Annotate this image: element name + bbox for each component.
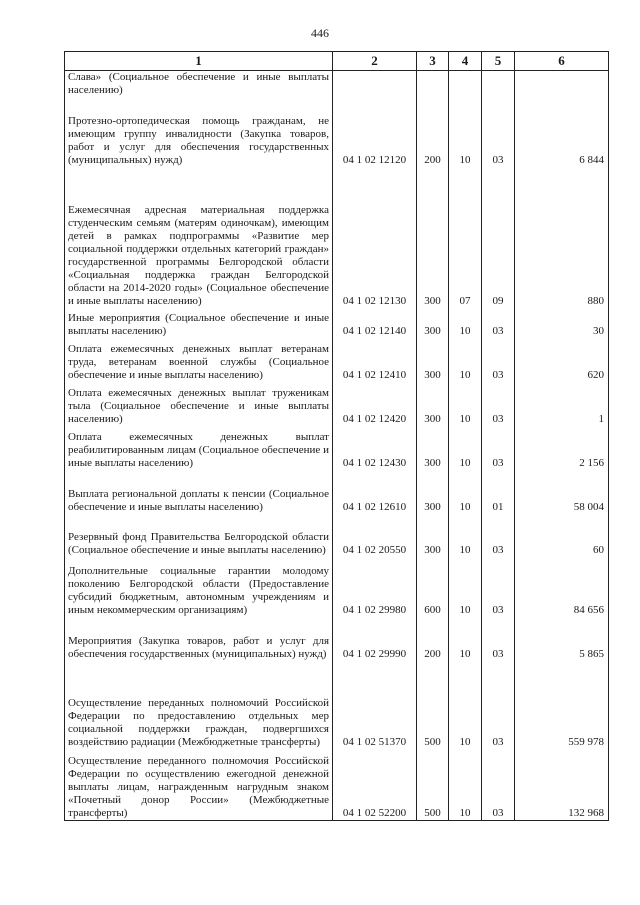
row-code: 04 1 02 12120 [333, 97, 417, 167]
table-row [65, 338, 609, 382]
row-amount [515, 71, 609, 98]
row-amount: 5 865 [515, 617, 609, 661]
row-name: Иные мероприятия (Социальное обеспечение и иные выплаты населению) [65, 308, 333, 338]
table-row [65, 470, 609, 514]
row-code: 04 1 02 12420 [333, 382, 417, 426]
row-code: 04 1 02 12610 [333, 470, 417, 514]
row-name: Слава» (Социальное обеспечение и иные выплаты населению) [65, 71, 333, 98]
row-section: 10 [449, 308, 482, 338]
row-amount: 1 [515, 382, 609, 426]
row-subsection: 03 [482, 661, 515, 749]
row-subsection: 03 [482, 338, 515, 382]
row-amount: 559 978 [515, 661, 609, 749]
row-section: 10 [449, 514, 482, 557]
row-code: 04 1 02 12430 [333, 426, 417, 470]
row-subsection: 01 [482, 470, 515, 514]
row-subsection: 03 [482, 426, 515, 470]
row-expense-type [417, 71, 449, 98]
budget-table [64, 51, 609, 821]
row-amount: 60 [515, 514, 609, 557]
row-amount: 880 [515, 167, 609, 308]
row-expense-type: 300 [417, 308, 449, 338]
row-name: Ежемесячная адресная материальная поддержка студенческим семьям (матерям одиночкам), имеющим детей в рамках подпрограммы «Развитие мер социальной поддержки отдельных категорий граждан» государственной программы Белгородской области «Социальная поддержка граждан Белгородской области на 2014-2020 годы» (Социальное обеспечение и иные выплаты населению) [65, 167, 333, 308]
column-header: 6 [515, 52, 609, 71]
row-name: Выплата региональной доплаты к пенсии (Социальное обеспечение и иные выплаты населению) [65, 470, 333, 514]
table-body [65, 71, 609, 821]
column-header: 5 [482, 52, 515, 71]
row-name: Мероприятия (Закупка товаров, работ и услуг для обеспечения государственных (муниципальных) нужд) [65, 617, 333, 661]
row-name: Резервный фонд Правительства Белгородской области (Социальное обеспечение и иные выплаты населению) [65, 514, 333, 557]
row-subsection: 03 [482, 308, 515, 338]
row-section: 10 [449, 97, 482, 167]
row-subsection: 09 [482, 167, 515, 308]
row-expense-type: 300 [417, 470, 449, 514]
table-row [65, 557, 609, 617]
row-section: 10 [449, 470, 482, 514]
row-name: Осуществление переданных полномочий Российской Федерации по предоставлению отдельных мер социальной поддержки граждан, подвергшихся воздействию радиации (Межбюджетные трансферты) [65, 661, 333, 749]
row-code: 04 1 02 12140 [333, 308, 417, 338]
row-section: 10 [449, 557, 482, 617]
column-header: 3 [417, 52, 449, 71]
row-subsection: 03 [482, 617, 515, 661]
table-row [65, 661, 609, 749]
row-amount: 30 [515, 308, 609, 338]
row-name: Протезно-ортопедическая помощь гражданам, не имеющим группу инвалидности (Закупка товаров, работ и услуг для обеспечения государственных (муниципальных) нужд) [65, 97, 333, 167]
row-amount: 84 656 [515, 557, 609, 617]
row-section: 10 [449, 661, 482, 749]
row-amount: 132 968 [515, 749, 609, 820]
row-code: 04 1 02 12410 [333, 338, 417, 382]
table-header-row [65, 52, 609, 71]
row-code: 04 1 02 12130 [333, 167, 417, 308]
table-row [65, 382, 609, 426]
table-row [65, 749, 609, 820]
row-name: Осуществление переданного полномочия Российской Федерации по осуществлению ежегодной денежной выплаты лицам, награжденным нагрудным знаком «Почетный донор России» (Межбюджетные трансферты) [65, 749, 333, 820]
row-code [333, 71, 417, 98]
row-code: 04 1 02 29990 [333, 617, 417, 661]
row-code: 04 1 02 52200 [333, 749, 417, 820]
row-name: Оплата ежемесячных денежных выплат труженикам тыла (Социальное обеспечение и иные выплаты населению) [65, 382, 333, 426]
row-section: 10 [449, 338, 482, 382]
row-name: Оплата ежемесячных денежных выплат ветеранам труда, ветеранам военной службы (Социальное обеспечение и иные выплаты населению) [65, 338, 333, 382]
row-subsection: 03 [482, 514, 515, 557]
row-expense-type: 600 [417, 557, 449, 617]
row-amount: 6 844 [515, 97, 609, 167]
row-code: 04 1 02 51370 [333, 661, 417, 749]
column-header: 2 [333, 52, 417, 71]
row-expense-type: 300 [417, 338, 449, 382]
row-expense-type: 200 [417, 97, 449, 167]
row-subsection [482, 71, 515, 98]
row-subsection: 03 [482, 382, 515, 426]
table-row [65, 71, 609, 98]
page-number: 446 [311, 26, 329, 40]
row-subsection: 03 [482, 557, 515, 617]
row-expense-type: 500 [417, 749, 449, 820]
column-header: 1 [65, 52, 333, 71]
row-section [449, 71, 482, 98]
row-expense-type: 200 [417, 617, 449, 661]
row-expense-type: 300 [417, 426, 449, 470]
row-subsection: 03 [482, 97, 515, 167]
row-section: 07 [449, 167, 482, 308]
table-row [65, 97, 609, 167]
row-section: 10 [449, 749, 482, 820]
row-expense-type: 500 [417, 661, 449, 749]
row-section: 10 [449, 382, 482, 426]
row-subsection: 03 [482, 749, 515, 820]
row-name: Оплата ежемесячных денежных выплат реабилитированным лицам (Социальное обеспечение и иные выплаты населению) [65, 426, 333, 470]
row-section: 10 [449, 426, 482, 470]
row-name: Дополнительные социальные гарантии молодому поколению Белгородской области (Предоставление субсидий бюджетным, автономным учреждениям и иным некоммерческим организациям) [65, 557, 333, 617]
table-row [65, 167, 609, 308]
table-row [65, 426, 609, 470]
row-expense-type: 300 [417, 514, 449, 557]
table-row [65, 514, 609, 557]
row-amount: 58 004 [515, 470, 609, 514]
column-header: 4 [449, 52, 482, 71]
row-code: 04 1 02 29980 [333, 557, 417, 617]
table-row [65, 617, 609, 661]
row-code: 04 1 02 20550 [333, 514, 417, 557]
row-amount: 2 156 [515, 426, 609, 470]
table-row [65, 308, 609, 338]
row-expense-type: 300 [417, 167, 449, 308]
row-expense-type: 300 [417, 382, 449, 426]
row-amount: 620 [515, 338, 609, 382]
row-section: 10 [449, 617, 482, 661]
